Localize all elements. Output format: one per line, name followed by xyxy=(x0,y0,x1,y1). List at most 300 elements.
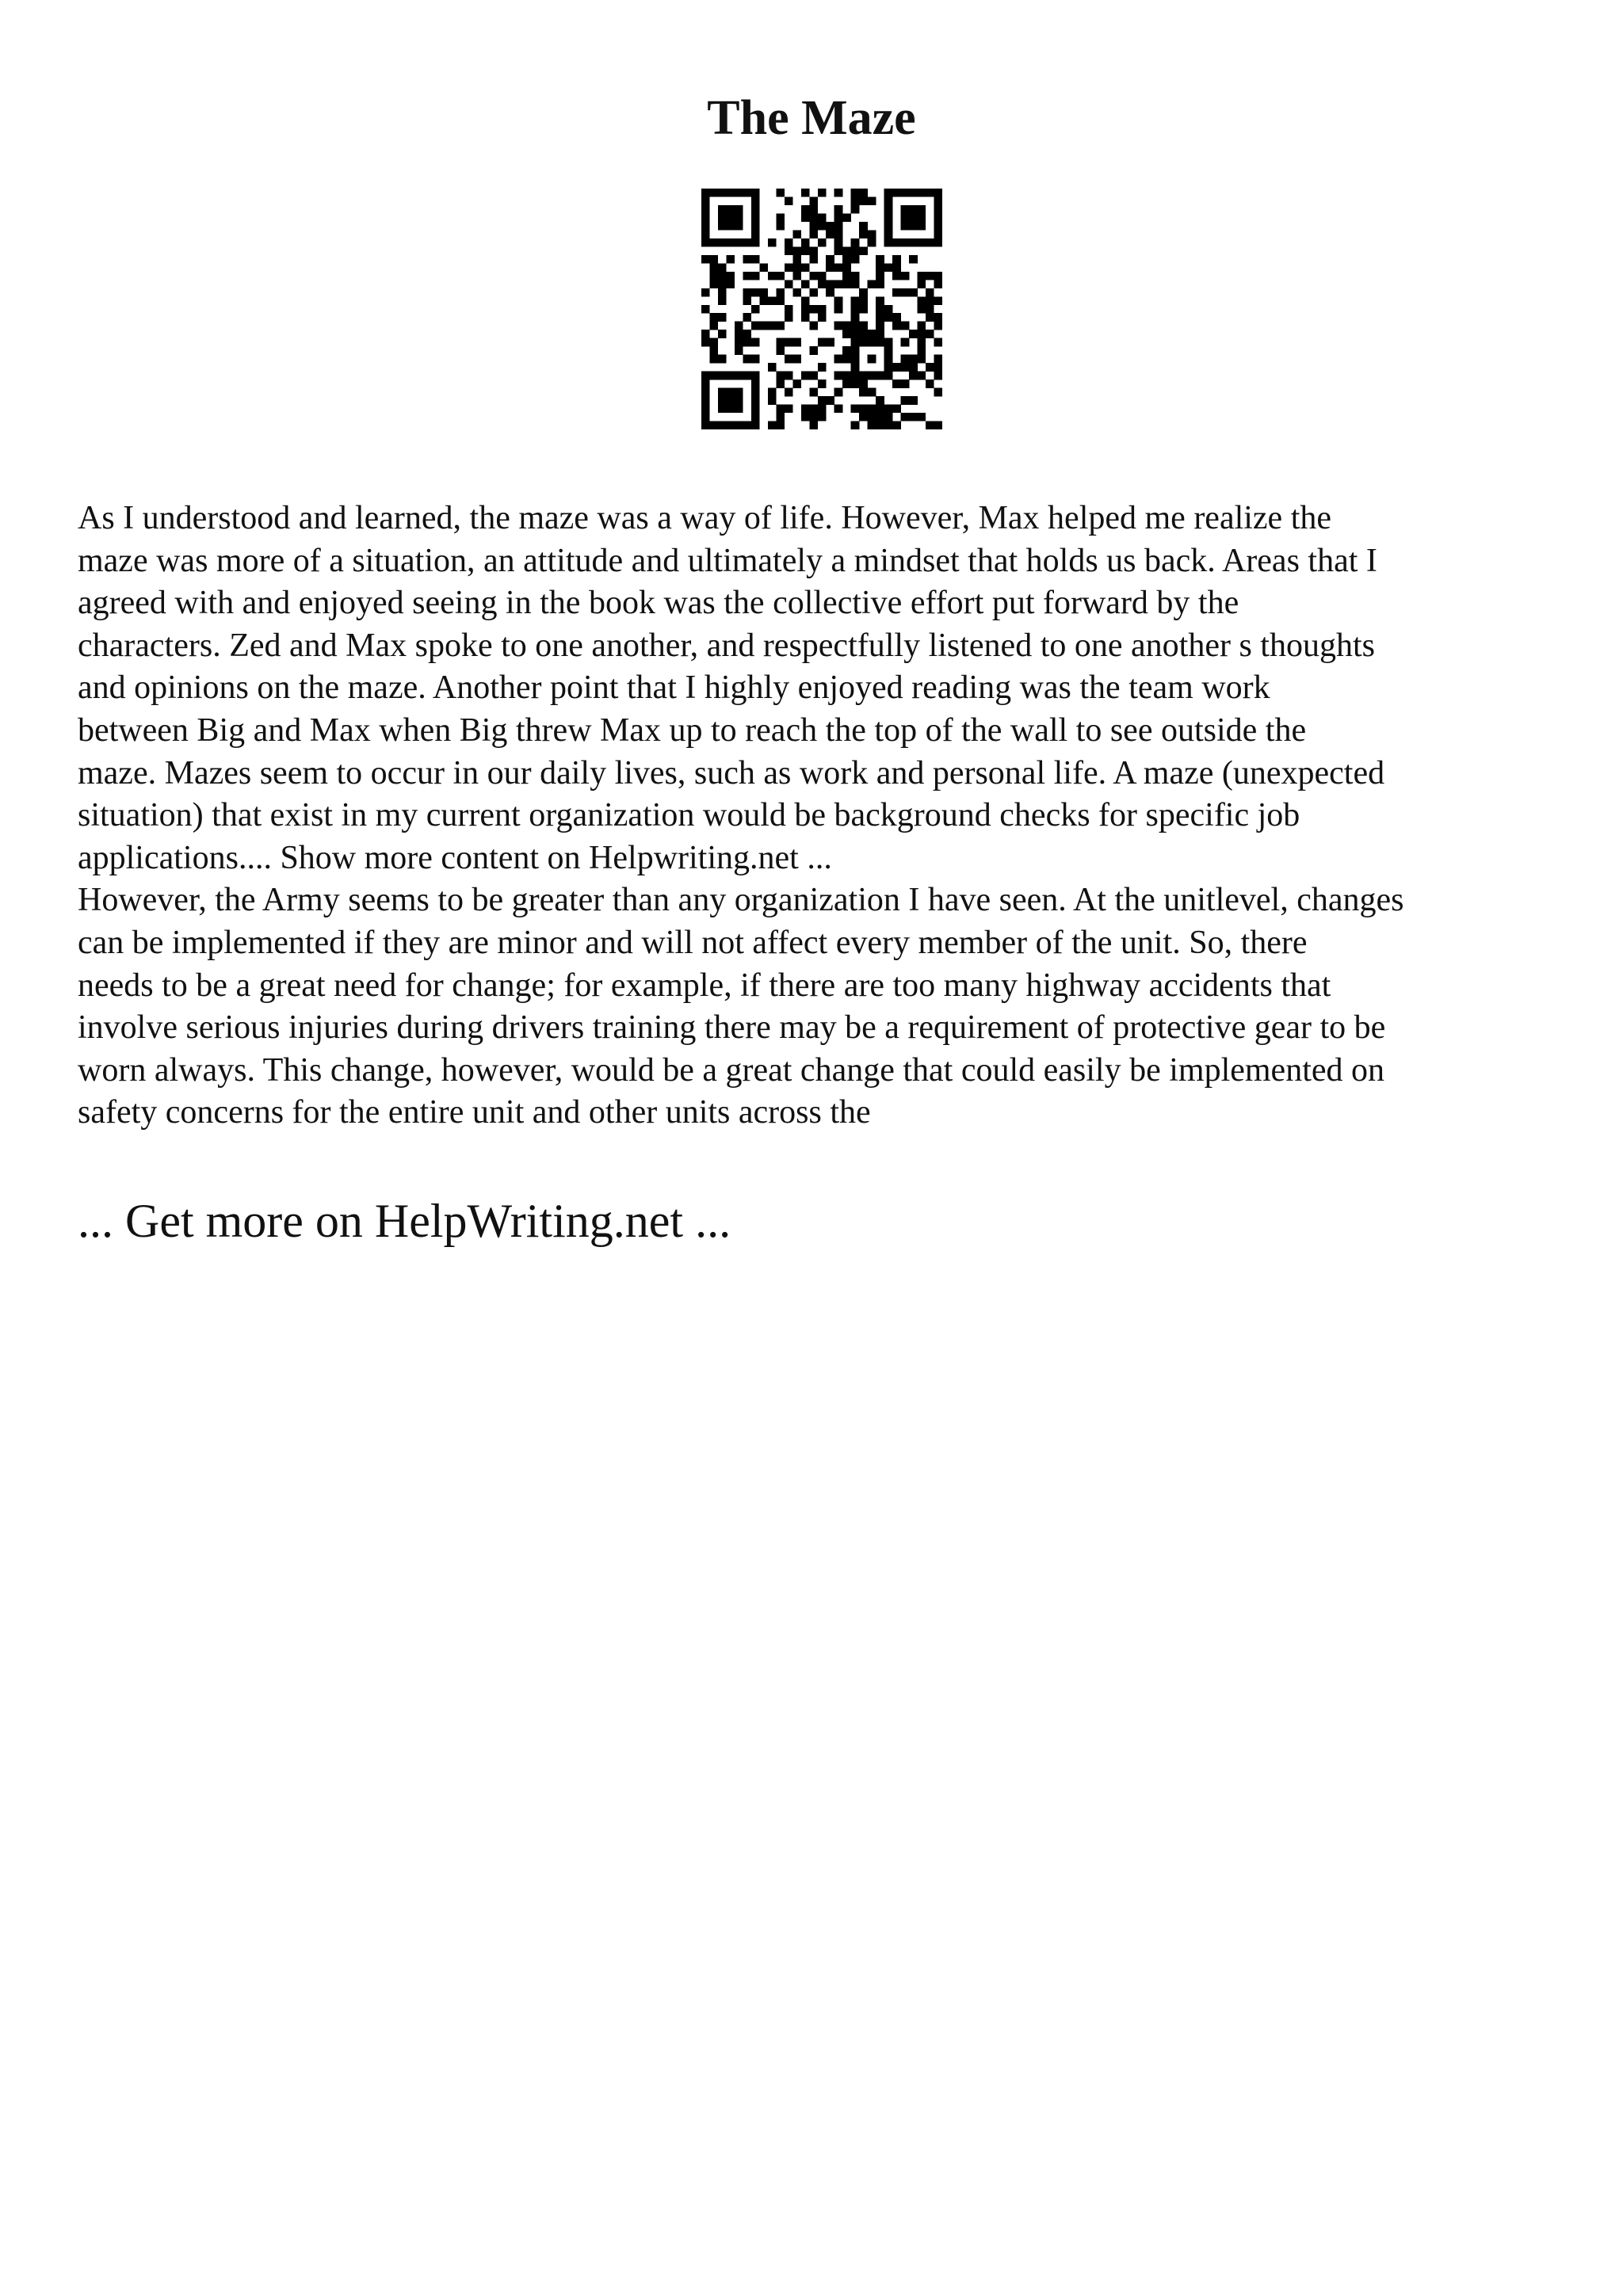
qr-module xyxy=(884,238,893,247)
qr-module xyxy=(918,280,926,288)
text-line: and opinions on the maze. Another point that I highly enjoyed reading was the team work xyxy=(78,669,1270,707)
qr-module xyxy=(701,413,710,421)
qr-module xyxy=(726,189,735,197)
text-line: As I understood and learned, the maze was a way of life. However, Max helped me realize the xyxy=(78,500,1332,536)
qr-module xyxy=(735,238,743,247)
qr-module xyxy=(718,263,727,272)
qr-module xyxy=(726,238,735,247)
qr-module xyxy=(934,189,942,197)
qr-module xyxy=(776,189,785,197)
qr-module xyxy=(918,338,926,347)
qr-module xyxy=(851,338,860,347)
qr-module xyxy=(892,421,901,429)
qr-module xyxy=(735,330,743,338)
qr-module xyxy=(785,196,793,205)
qr-module xyxy=(743,338,751,347)
qr-module xyxy=(834,213,843,222)
qr-module xyxy=(718,238,727,247)
qr-module xyxy=(892,379,901,388)
qr-module xyxy=(842,280,851,288)
qr-module xyxy=(751,255,760,264)
qr-module xyxy=(892,238,901,247)
qr-module xyxy=(701,288,710,297)
qr-module xyxy=(876,272,884,280)
qr-module xyxy=(851,313,860,322)
qr-module xyxy=(934,238,942,247)
qr-module xyxy=(934,230,942,238)
qr-module xyxy=(809,288,818,297)
qr-module xyxy=(918,205,926,214)
qr-module xyxy=(776,405,785,414)
qr-module xyxy=(751,272,760,280)
qr-module xyxy=(901,338,910,347)
qr-module xyxy=(868,421,876,429)
qr-module xyxy=(851,196,860,205)
qr-module xyxy=(768,388,777,397)
qr-module xyxy=(926,330,934,338)
qr-module xyxy=(834,388,843,397)
page-title: The Maze xyxy=(707,91,916,145)
qr-module xyxy=(701,338,710,347)
qr-module xyxy=(909,413,918,421)
qr-module xyxy=(709,272,718,280)
qr-module xyxy=(735,338,743,347)
qr-module xyxy=(909,355,918,364)
qr-module xyxy=(884,222,893,231)
qr-module xyxy=(834,280,843,288)
qr-module xyxy=(918,346,926,355)
qr-module xyxy=(851,322,860,330)
qr-module xyxy=(709,421,718,429)
qr-module xyxy=(901,189,910,197)
qr-module xyxy=(818,379,827,388)
qr-module xyxy=(751,405,760,414)
qr-module xyxy=(751,413,760,421)
qr-module xyxy=(809,421,818,429)
show-more-line[interactable]: applications.... Show more content on Helpwriting.net ... xyxy=(78,839,832,876)
qr-module xyxy=(876,296,884,305)
qr-module xyxy=(751,305,760,314)
text-line: safety concerns for the entire unit and other units across the xyxy=(78,1094,871,1131)
qr-module xyxy=(801,305,810,314)
qr-module xyxy=(918,305,926,314)
qr-module xyxy=(818,213,827,222)
qr-module xyxy=(818,280,827,288)
qr-module xyxy=(751,338,760,347)
qr-module xyxy=(701,222,710,231)
qr-module xyxy=(934,272,942,280)
qr-module xyxy=(801,280,810,288)
qr-module xyxy=(842,355,851,364)
text-line: between Big and Max when Big threw Max up to reach the top of the wall to see outside the xyxy=(78,711,1307,749)
qr-module xyxy=(868,196,876,205)
qr-module xyxy=(785,405,793,414)
qr-module xyxy=(776,379,785,388)
qr-module xyxy=(726,372,735,380)
qr-module xyxy=(851,280,860,288)
qr-module xyxy=(926,296,934,305)
qr-module xyxy=(851,305,860,314)
qr-module xyxy=(776,338,785,347)
qr-module xyxy=(701,330,710,338)
qr-module xyxy=(809,413,818,421)
qr-module xyxy=(868,330,876,338)
qr-module xyxy=(901,238,910,247)
qr-module xyxy=(735,189,743,197)
qr-module xyxy=(884,405,893,414)
qr-module xyxy=(918,322,926,330)
qr-module xyxy=(826,288,834,297)
qr-module xyxy=(701,213,710,222)
qr-module xyxy=(909,372,918,380)
qr-module xyxy=(718,272,727,280)
qr-module xyxy=(868,355,876,364)
qr-module xyxy=(859,338,868,347)
qr-module xyxy=(926,421,934,429)
qr-module xyxy=(868,388,876,397)
qr-module xyxy=(751,355,760,364)
qr-module xyxy=(768,238,777,247)
qr-module xyxy=(759,288,768,297)
qr-module xyxy=(842,272,851,280)
qr-module xyxy=(934,296,942,305)
qr-module xyxy=(851,405,860,414)
qr-module xyxy=(792,338,801,347)
qr-module xyxy=(884,346,893,355)
qr-module xyxy=(735,405,743,414)
qr-module xyxy=(851,272,860,280)
qr-module xyxy=(751,189,760,197)
qr-module xyxy=(809,405,818,414)
qr-module xyxy=(851,379,860,388)
qr-module xyxy=(718,421,727,429)
qr-module xyxy=(901,213,910,222)
qr-module xyxy=(884,305,893,314)
qr-module xyxy=(842,372,851,380)
qr-module xyxy=(785,238,793,247)
qr-module xyxy=(726,213,735,222)
qr-module xyxy=(776,222,785,231)
qr-module xyxy=(785,388,793,397)
qr-module xyxy=(801,263,810,272)
qr-module xyxy=(809,213,818,222)
qr-module xyxy=(851,189,860,197)
qr-module xyxy=(834,189,843,197)
qr-module xyxy=(901,379,910,388)
qr-module xyxy=(726,205,735,214)
qr-module xyxy=(834,263,843,272)
qr-module xyxy=(801,405,810,414)
qr-module xyxy=(718,213,727,222)
qr-module xyxy=(934,421,942,429)
qr-module xyxy=(768,272,777,280)
qr-module xyxy=(834,238,843,247)
qr-module xyxy=(818,413,827,421)
qr-module xyxy=(901,413,910,421)
qr-module xyxy=(735,388,743,397)
qr-module xyxy=(709,313,718,322)
qr-module xyxy=(826,255,834,264)
qr-module xyxy=(718,355,727,364)
qr-module xyxy=(901,396,910,405)
qr-module xyxy=(792,355,801,364)
qr-module xyxy=(801,205,810,214)
qr-module xyxy=(909,396,918,405)
qr-module xyxy=(884,213,893,222)
qr-module xyxy=(851,355,860,364)
qr-module xyxy=(809,322,818,330)
qr-module xyxy=(768,396,777,405)
qr-module xyxy=(842,213,851,222)
qr-module xyxy=(834,222,843,231)
qr-module xyxy=(876,372,884,380)
qr-module xyxy=(826,396,834,405)
qr-module xyxy=(751,322,760,330)
qr-module xyxy=(851,205,860,214)
qr-module xyxy=(842,346,851,355)
qr-module xyxy=(709,355,718,364)
qr-module xyxy=(751,213,760,222)
qr-module xyxy=(868,338,876,347)
qr-module xyxy=(876,255,884,264)
qr-module xyxy=(818,313,827,322)
qr-module xyxy=(842,379,851,388)
text-line: maze. Mazes seem to occur in our daily lives, such as work and personal life. A maze (unexpected xyxy=(78,754,1385,791)
qr-module xyxy=(934,338,942,347)
qr-module xyxy=(818,272,827,280)
qr-module xyxy=(918,222,926,231)
qr-module xyxy=(801,189,810,197)
qr-module xyxy=(884,372,893,380)
qr-module xyxy=(892,272,901,280)
text-line: can be implemented if they are minor and will not affect every member of the unit. So, there xyxy=(78,924,1308,961)
qr-module xyxy=(834,355,843,364)
qr-module xyxy=(792,272,801,280)
qr-module xyxy=(801,296,810,305)
qr-module xyxy=(934,222,942,231)
qr-module xyxy=(851,372,860,380)
get-more-link[interactable]: ... Get more on HelpWriting.net ... xyxy=(78,1195,731,1247)
qr-module xyxy=(926,288,934,297)
qr-module xyxy=(851,363,860,372)
qr-module xyxy=(934,196,942,205)
qr-module xyxy=(884,413,893,421)
qr-module xyxy=(909,255,918,264)
qr-module xyxy=(751,205,760,214)
qr-module xyxy=(851,346,860,355)
qr-module xyxy=(834,246,843,255)
qr-module xyxy=(818,222,827,231)
qr-module xyxy=(701,255,710,264)
qr-code-icon xyxy=(701,189,942,429)
qr-module xyxy=(884,189,893,197)
qr-module xyxy=(701,421,710,429)
qr-module xyxy=(892,313,901,322)
qr-module xyxy=(776,346,785,355)
qr-module xyxy=(701,379,710,388)
qr-module xyxy=(768,322,777,330)
qr-module xyxy=(792,230,801,238)
qr-module xyxy=(909,363,918,372)
qr-module xyxy=(709,338,718,347)
qr-module xyxy=(851,296,860,305)
qr-module xyxy=(735,396,743,405)
qr-module xyxy=(884,355,893,364)
qr-module xyxy=(859,413,868,421)
qr-module xyxy=(851,246,860,255)
qr-module xyxy=(926,379,934,388)
qr-module xyxy=(859,372,868,380)
qr-module xyxy=(809,255,818,264)
qr-module xyxy=(826,263,834,272)
qr-module xyxy=(809,196,818,205)
qr-module xyxy=(809,205,818,214)
qr-module xyxy=(801,238,810,247)
qr-module xyxy=(859,305,868,314)
qr-module xyxy=(842,322,851,330)
qr-module xyxy=(785,280,793,288)
qr-module xyxy=(718,313,727,322)
qr-module xyxy=(718,222,727,231)
qr-module xyxy=(743,313,751,322)
paragraph xyxy=(78,879,1568,1135)
qr-module xyxy=(851,255,860,264)
qr-module xyxy=(809,230,818,238)
qr-module xyxy=(926,189,934,197)
qr-module xyxy=(934,280,942,288)
qr-module xyxy=(776,413,785,421)
qr-module xyxy=(718,330,727,338)
qr-module xyxy=(859,296,868,305)
qr-module xyxy=(859,246,868,255)
qr-module xyxy=(701,238,710,247)
qr-module xyxy=(876,405,884,414)
qr-module xyxy=(926,313,934,322)
qr-module xyxy=(709,255,718,264)
qr-module xyxy=(743,255,751,264)
qr-module xyxy=(892,322,901,330)
qr-module xyxy=(934,355,942,364)
qr-module xyxy=(726,272,735,280)
qr-module xyxy=(876,330,884,338)
qr-module xyxy=(884,263,893,272)
qr-module xyxy=(718,296,727,305)
qr-module xyxy=(735,421,743,429)
qr-module xyxy=(801,213,810,222)
qr-module xyxy=(876,421,884,429)
qr-module xyxy=(876,322,884,330)
text-line: maze was more of a situation, an attitude and ultimately a mindset that holds us back. Areas that I xyxy=(78,542,1377,579)
text-line: situation) that exist in my current organization would be background checks for specific job xyxy=(78,797,1300,834)
qr-module xyxy=(901,363,910,372)
qr-module xyxy=(809,222,818,231)
qr-module xyxy=(809,246,818,255)
qr-module xyxy=(884,313,893,322)
qr-module xyxy=(792,263,801,272)
qr-module xyxy=(868,372,876,380)
qr-module xyxy=(792,288,801,297)
qr-module xyxy=(726,280,735,288)
text-line: agreed with and enjoyed seeing in the book was the collective effort put forward by the xyxy=(78,585,1239,622)
qr-module xyxy=(809,272,818,280)
qr-module xyxy=(876,338,884,347)
qr-module xyxy=(868,238,876,247)
qr-module xyxy=(884,363,893,372)
qr-module xyxy=(801,313,810,322)
qr-module xyxy=(909,222,918,231)
qr-module xyxy=(859,388,868,397)
qr-module xyxy=(818,396,827,405)
qr-module xyxy=(918,413,926,421)
qr-module xyxy=(759,296,768,305)
qr-module xyxy=(934,388,942,397)
qr-module xyxy=(859,230,868,238)
qr-module xyxy=(826,222,834,231)
qr-module xyxy=(776,296,785,305)
qr-module xyxy=(776,288,785,297)
text-line: However, the Army seems to be greater than any organization I have seen. At the unitlevel, changes xyxy=(78,882,1404,919)
qr-module xyxy=(842,330,851,338)
qr-module xyxy=(842,246,851,255)
qr-module xyxy=(934,322,942,330)
qr-module xyxy=(876,413,884,421)
qr-module xyxy=(892,263,901,272)
qr-module xyxy=(851,238,860,247)
qr-module xyxy=(859,189,868,197)
qr-module xyxy=(726,388,735,397)
qr-module xyxy=(892,288,901,297)
qr-module xyxy=(701,372,710,380)
qr-module xyxy=(751,388,760,397)
qr-module xyxy=(926,363,934,372)
qr-module xyxy=(892,255,901,264)
qr-module xyxy=(809,372,818,380)
qr-module xyxy=(735,213,743,222)
qr-module xyxy=(918,272,926,280)
qr-module xyxy=(743,272,751,280)
qr-module xyxy=(818,238,827,247)
qr-module xyxy=(709,372,718,380)
qr-module xyxy=(934,205,942,214)
qr-module xyxy=(743,330,751,338)
qr-module xyxy=(868,280,876,288)
qr-module xyxy=(759,322,768,330)
qr-module xyxy=(834,322,843,330)
qr-module xyxy=(842,263,851,272)
qr-module xyxy=(743,296,751,305)
qr-module xyxy=(785,263,793,272)
qr-module xyxy=(876,263,884,272)
qr-module xyxy=(859,222,868,231)
qr-module xyxy=(842,255,851,264)
qr-module xyxy=(726,421,735,429)
qr-module xyxy=(785,313,793,322)
qr-module xyxy=(751,238,760,247)
qr-module xyxy=(743,421,751,429)
text-line: needs to be a great need for change; for example, if there are too many highway accidents that xyxy=(78,967,1331,1004)
qr-module xyxy=(918,296,926,305)
qr-module xyxy=(776,213,785,222)
article-body xyxy=(78,498,1568,1135)
qr-module xyxy=(735,205,743,214)
qr-module xyxy=(785,246,793,255)
qr-module xyxy=(918,238,926,247)
qr-module xyxy=(701,230,710,238)
qr-module xyxy=(735,222,743,231)
qr-module xyxy=(709,189,718,197)
qr-module xyxy=(834,230,843,238)
qr-module xyxy=(834,296,843,305)
